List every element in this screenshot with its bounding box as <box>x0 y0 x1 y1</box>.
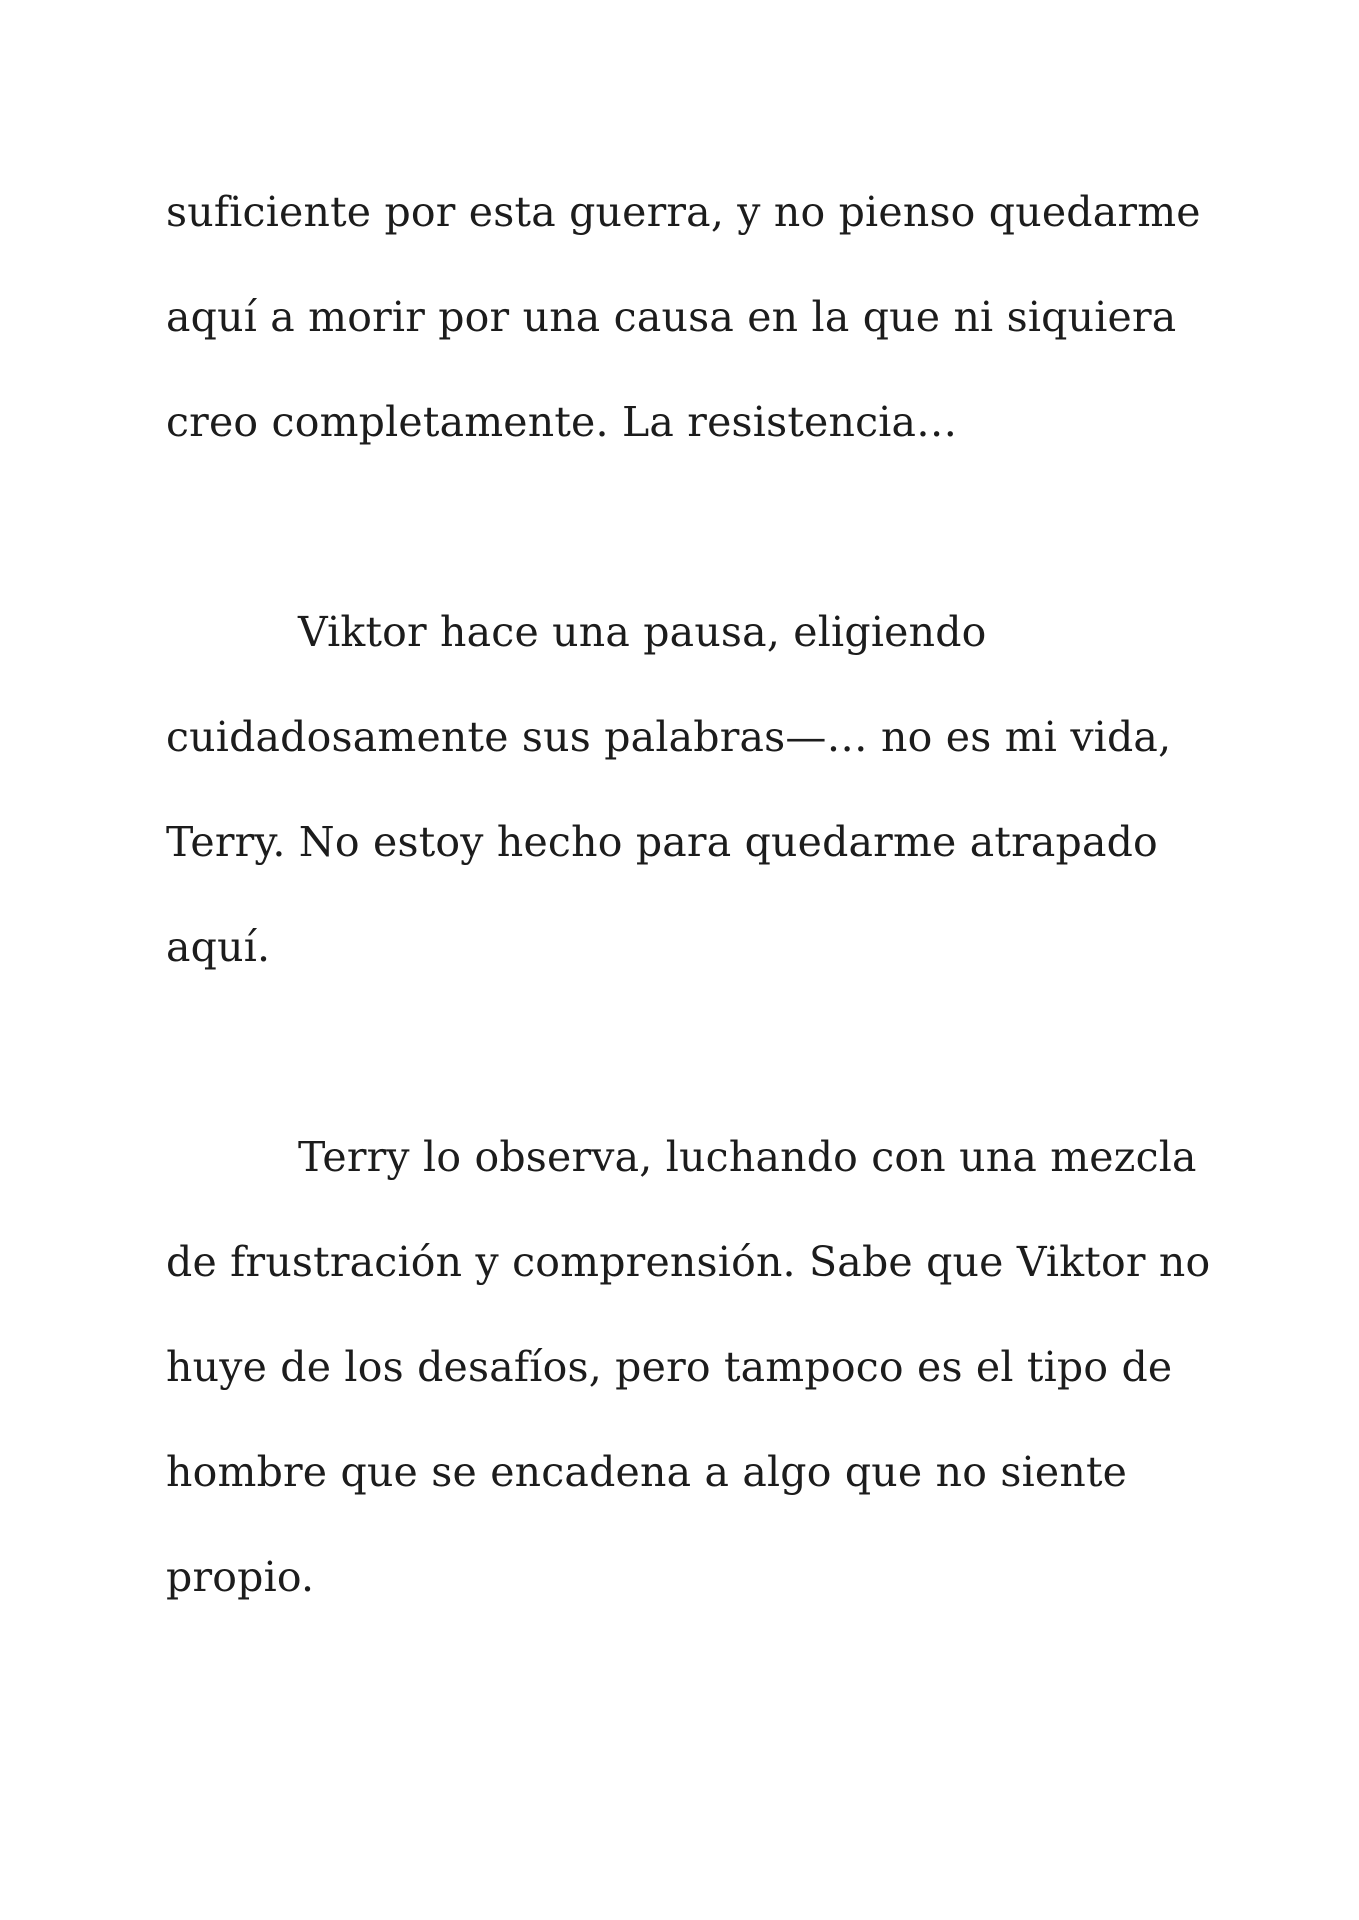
text-line: huye de los desafíos, pero tampoco es el tipo de <box>166 1343 1173 1391</box>
text-line: propio. <box>166 1553 315 1601</box>
text-line: cuidadosamente sus palabras—… no es mi vida, <box>166 713 1172 761</box>
paragraph-1 <box>166 160 1216 475</box>
text-line: Viktor hace una pausa, eligiendo <box>298 608 987 656</box>
paragraph-2 <box>166 580 1216 1000</box>
body-text <box>166 160 1216 1630</box>
text-line: aquí a morir por una causa en la que ni siquiera <box>166 293 1177 341</box>
text-line: de frustración y comprensión. Sabe que Viktor no <box>166 1238 1211 1286</box>
text-line: suficiente por esta guerra, y no pienso quedarme <box>166 188 1201 236</box>
text-line: Terry lo observa, luchando con una mezcla <box>298 1133 1197 1181</box>
text-line: aquí. <box>166 923 271 971</box>
paragraph-3 <box>166 1105 1216 1630</box>
text-line: hombre que se encadena a algo que no siente <box>166 1448 1128 1496</box>
text-line: Terry. No estoy hecho para quedarme atrapado <box>166 818 1158 866</box>
text-line: creo completamente. La resistencia… <box>166 398 958 446</box>
